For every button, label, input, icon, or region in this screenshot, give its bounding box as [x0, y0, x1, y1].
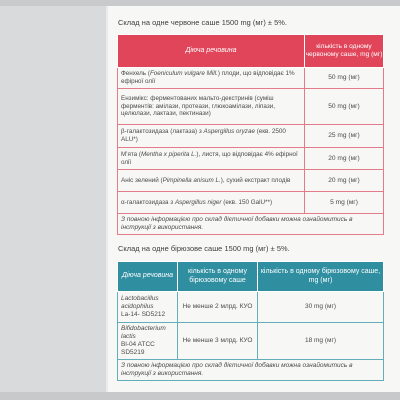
table-row: [118, 89, 384, 125]
header-amount: кількість в одному бірюзовому саше, mg (мг): [258, 262, 384, 292]
table-note-row: [118, 360, 384, 381]
amount-cell: 20 mg (мг): [305, 148, 384, 170]
teal-table-note: З повною інформацією про склад дієтичної добавки можна ознайомитись в інструкції з використання.: [118, 360, 384, 381]
teal-table-header: [118, 262, 384, 292]
amount-cell: 20 mg (мг): [305, 170, 384, 192]
label-panel: [106, 6, 400, 392]
amount-cell: 5 mg (мг): [305, 192, 384, 214]
count-cell: Не менше 2 млрд. КУО: [178, 292, 258, 323]
table-row: [118, 68, 384, 89]
red-table-header: [118, 35, 384, 68]
ingredient-cell: β-галактозидаза (лактаза) з Aspergillus oryzae (екв. 2500 ALU*): [118, 125, 305, 148]
strain-cell: Bifidobacterium lactis Bl-04 ATCC SD5219: [118, 323, 178, 360]
table-row: [118, 192, 384, 214]
red-sachet-heading: Склад на одне червоне саше 1500 mg (мг) ± 5%.: [118, 18, 288, 27]
ingredient-cell: Ензимікс: ферментованих мальто-декстринів (суміш ферментів: амілази, протеази, глюкоамілази, ліпази, целюлази, лактази, пектинази): [118, 89, 305, 125]
red-table-note: З повною інформацією про склад дієтичної добавки можна ознайомитись в інструкції з використання.: [118, 214, 384, 235]
ingredient-cell: α-галактозидаза з Aspergillus niger (екв. 150 GalU**): [118, 192, 305, 214]
ingredient-cell: Аніс зелений (Pimpinella anisum L.), сухий екстракт плодів: [118, 170, 305, 192]
ingredient-cell: М'ята (Mentha x piperita L.), листя, що відповідає 4% ефірної олії: [118, 148, 305, 170]
red-sachet-table: [117, 34, 384, 235]
teal-sachet-heading: Склад на одне бірюзове саше 1500 mg (мг) ± 5%.: [118, 244, 290, 253]
table-row: [118, 125, 384, 148]
table-row: [118, 148, 384, 170]
table-row: [118, 292, 384, 323]
amount-cell: 30 mg (мг): [258, 292, 384, 323]
amount-cell: 50 mg (мг): [305, 89, 384, 125]
table-row: [118, 323, 384, 360]
table-note-row: [118, 214, 384, 235]
header-active-substance: Діюча речовина: [118, 35, 305, 68]
package-bottom-edge: [0, 392, 400, 400]
header-count: кількість в одному бірюзовому саше: [178, 262, 258, 292]
table-row: [118, 170, 384, 192]
teal-sachet-table: [117, 261, 384, 381]
amount-cell: 50 mg (мг): [305, 68, 384, 89]
ingredient-cell: Фенхель (Foeniculum vulgare Mill.) плоди, що відповідає 1% ефірної олії: [118, 68, 305, 89]
count-cell: Не менше 3 млрд. КУО: [178, 323, 258, 360]
strain-cell: Lactobacillus acidophilus La-14- SD5212: [118, 292, 178, 323]
header-amount: кількість в одному червоному саше, mg (мг): [305, 35, 384, 68]
header-active-substance: Діюча речовина: [118, 262, 178, 292]
amount-cell: 25 mg (мг): [305, 125, 384, 148]
amount-cell: 18 mg (мг): [258, 323, 384, 360]
